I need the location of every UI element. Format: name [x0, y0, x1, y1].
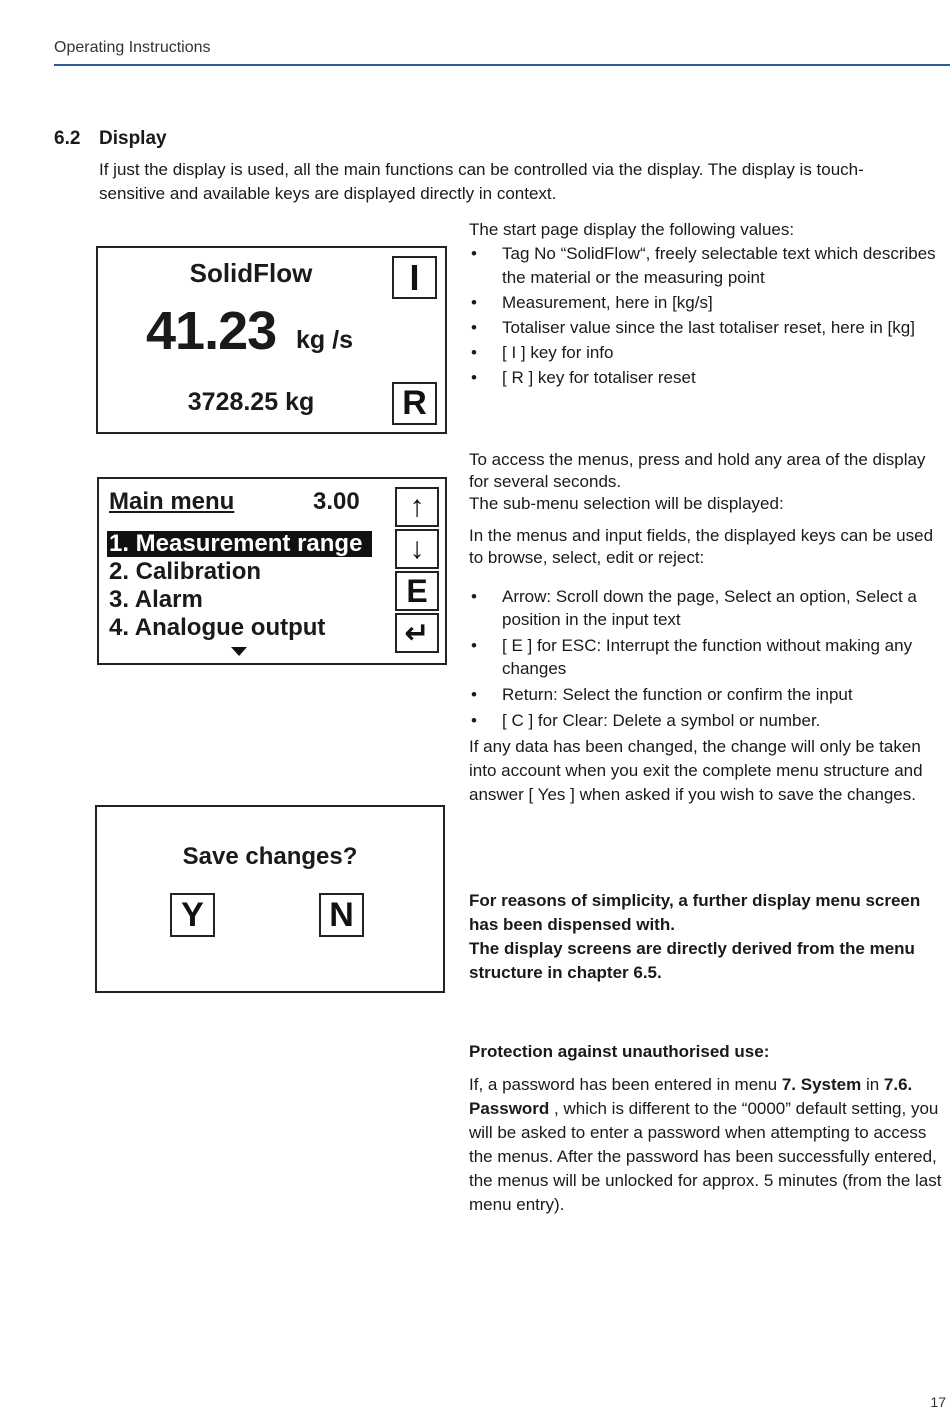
section-title: Display	[99, 128, 167, 149]
menu-reference: 7. System	[781, 1075, 862, 1094]
menu-version: 3.00	[313, 488, 360, 515]
note-line-2: The display screens are directly derived from the menu structure in chapter 6.5.	[469, 939, 915, 982]
totaliser-value: 3728.25 kg	[187, 388, 315, 416]
menu-item-analogue-output[interactable]: 4. Analogue output	[109, 614, 326, 641]
start-page-lead: The start page display the following values:	[469, 220, 795, 239]
menu-item-calibration[interactable]: 2. Calibration	[109, 558, 262, 585]
info-key[interactable]: I	[392, 256, 437, 299]
menus-access-text: To access the menus, press and hold any area of the display for several seconds.	[469, 450, 926, 491]
yes-key[interactable]: Y	[170, 893, 215, 937]
protection-heading: Protection against unauthorised use:	[469, 1042, 770, 1061]
list-item: • [ I ] key for info	[471, 343, 614, 362]
simplicity-note	[469, 889, 949, 985]
measurement-unit: kg /s	[296, 326, 353, 354]
menu-title: Main menu	[109, 488, 235, 515]
menu-item-measurement-range[interactable]: 1. Measurement range	[107, 531, 372, 557]
reset-key[interactable]: R	[392, 382, 437, 425]
save-note-text: If any data has been changed, the change will only be taken into account when you exit the complete menu structure and answer [ Yes ] when asked if you wish to save the changes.	[469, 737, 923, 804]
start-page-bullets	[469, 242, 944, 390]
save-question: Save changes?	[182, 843, 358, 870]
main-menu-display	[97, 477, 447, 665]
list-item: • [ C ] for Clear: Delete a symbol or number.	[471, 711, 821, 730]
save-changes-display	[95, 805, 445, 993]
protection-paragraph: If, a password has been entered in menu 7. System in 7.6. Password , which is different to the “0000” default setting, you will be asked to enter a password when attempting to access the menus. After the password has been successfully entered, the menus will be unlocked for approx. 5 minutes (from the last menu entry).	[469, 1075, 942, 1214]
scroll-down-indicator-icon	[231, 647, 247, 656]
list-item: • [ E ] for ESC: Interrupt the function without making any changes	[471, 636, 913, 678]
esc-key[interactable]: E	[395, 571, 439, 611]
arrow-up-key-icon[interactable]: ↑	[395, 487, 439, 527]
list-item: • Tag No “SolidFlow“, freely selectable text which describes the material or the measuring point	[471, 244, 936, 287]
section-intro: If just the display is used, all the main functions can be controlled via the display. The display is touch-sensitive and available keys are displayed directly in context.	[99, 160, 864, 203]
start-page-description	[469, 218, 944, 391]
arrow-down-key-icon[interactable]: ↓	[395, 529, 439, 569]
section-number: 6.2	[54, 128, 81, 149]
submenu-reference: 7.6. Password	[469, 1075, 913, 1118]
submenu-text: The sub-menu selection will be displayed:	[469, 494, 784, 513]
enter-key-icon[interactable]: ↵	[395, 613, 439, 653]
start-page-display	[96, 246, 447, 434]
list-item: • [ R ] key for totaliser reset	[471, 368, 696, 387]
page-number: 17	[930, 1394, 946, 1410]
list-item: • Measurement, here in [kg/s]	[471, 293, 713, 312]
list-item: • Arrow: Scroll down the page, Select an option, Select a position in the input text	[471, 587, 917, 629]
list-item: • Totaliser value since the last totaliser reset, here in [kg]	[471, 318, 915, 337]
note-line-1: For reasons of simplicity, a further display menu screen has been dispensed with.	[469, 891, 921, 934]
header-rule	[54, 64, 950, 66]
keys-bullets	[469, 585, 947, 732]
tag-label: SolidFlow	[189, 258, 313, 288]
menu-item-alarm[interactable]: 3. Alarm	[109, 586, 203, 613]
keys-intro-text: In the menus and input fields, the displayed keys can be used to browse, select, edit or reject:	[469, 526, 934, 567]
list-item: • Return: Select the function or confirm the input	[471, 685, 853, 704]
menus-description	[469, 449, 947, 807]
running-header: Operating Instructions	[54, 39, 211, 56]
no-key[interactable]: N	[319, 893, 364, 937]
measurement-value: 41.23	[146, 301, 277, 361]
